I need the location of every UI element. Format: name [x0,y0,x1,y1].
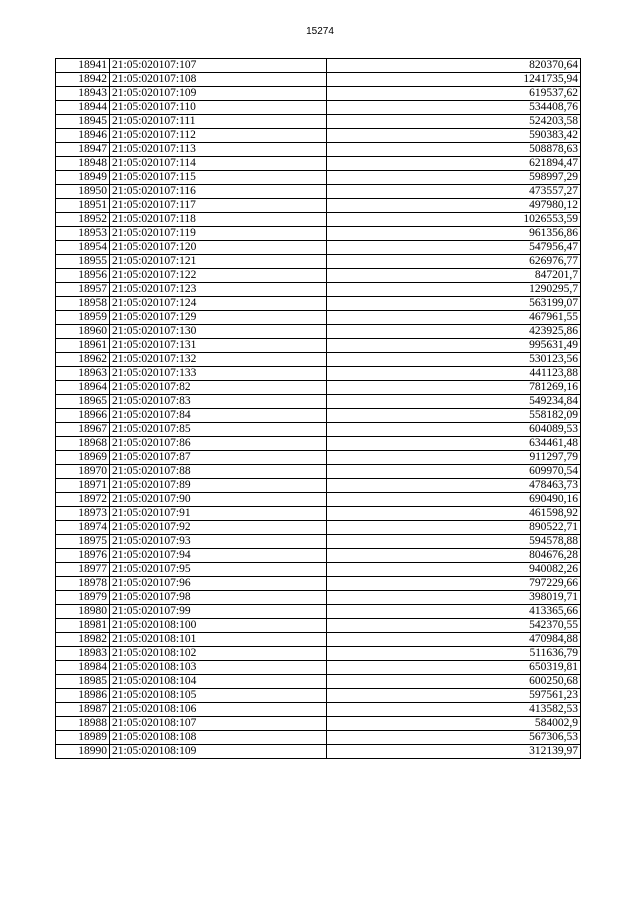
row-number: 18944 [56,101,110,115]
cadastral-number: 21:05:020107:112 [110,129,327,143]
cadastral-value: 940082,26 [327,563,581,577]
table-row [56,101,581,115]
cadastral-value: 470984,88 [327,633,581,647]
cadastral-value: 467961,55 [327,311,581,325]
cadastral-value: 890522,71 [327,521,581,535]
row-number: 18966 [56,409,110,423]
cadastral-number: 21:05:020108:108 [110,731,327,745]
cadastral-number: 21:05:020107:129 [110,311,327,325]
cadastral-number: 21:05:020108:100 [110,619,327,633]
registry-table [55,58,581,759]
row-number: 18957 [56,283,110,297]
row-number: 18945 [56,115,110,129]
cadastral-value: 511636,79 [327,647,581,661]
table-row [56,535,581,549]
table-row [56,353,581,367]
table-row [56,591,581,605]
cadastral-number: 21:05:020107:121 [110,255,327,269]
table-row [56,325,581,339]
cadastral-value: 530123,56 [327,353,581,367]
row-number: 18990 [56,745,110,759]
table-row [56,367,581,381]
cadastral-value: 478463,73 [327,479,581,493]
table-row [56,143,581,157]
cadastral-number: 21:05:020107:85 [110,423,327,437]
cadastral-number: 21:05:020108:106 [110,703,327,717]
cadastral-number: 21:05:020107:122 [110,269,327,283]
cadastral-number: 21:05:020107:110 [110,101,327,115]
cadastral-value: 312139,97 [327,745,581,759]
table-row [56,269,581,283]
cadastral-number: 21:05:020107:98 [110,591,327,605]
cadastral-value: 594578,88 [327,535,581,549]
table-row [56,87,581,101]
cadastral-number: 21:05:020107:94 [110,549,327,563]
row-number: 18959 [56,311,110,325]
cadastral-value: 1290295,7 [327,283,581,297]
cadastral-number: 21:05:020107:109 [110,87,327,101]
row-number: 18981 [56,619,110,633]
cadastral-number: 21:05:020107:107 [110,59,327,73]
table-row [56,339,581,353]
table-row [56,185,581,199]
row-number: 18968 [56,437,110,451]
row-number: 18987 [56,703,110,717]
row-number: 18963 [56,367,110,381]
row-number: 18941 [56,59,110,73]
cadastral-value: 497980,12 [327,199,581,213]
cadastral-number: 21:05:020107:108 [110,73,327,87]
cadastral-number: 21:05:020107:124 [110,297,327,311]
row-number: 18956 [56,269,110,283]
row-number: 18960 [56,325,110,339]
cadastral-number: 21:05:020107:89 [110,479,327,493]
table-row [56,703,581,717]
cadastral-value: 584002,9 [327,717,581,731]
table-row [56,577,581,591]
table-row [56,297,581,311]
table-row [56,507,581,521]
row-number: 18967 [56,423,110,437]
cadastral-value: 619537,62 [327,87,581,101]
cadastral-value: 441123,88 [327,367,581,381]
cadastral-number: 21:05:020107:113 [110,143,327,157]
table-row [56,409,581,423]
row-number: 18948 [56,157,110,171]
table-row [56,563,581,577]
table-row [56,227,581,241]
table-row [56,731,581,745]
table-row [56,451,581,465]
row-number: 18982 [56,633,110,647]
cadastral-value: 847201,7 [327,269,581,283]
cadastral-number: 21:05:020107:131 [110,339,327,353]
cadastral-number: 21:05:020107:132 [110,353,327,367]
cadastral-number: 21:05:020107:90 [110,493,327,507]
row-number: 18964 [56,381,110,395]
cadastral-value: 423925,86 [327,325,581,339]
cadastral-number: 21:05:020107:118 [110,213,327,227]
cadastral-value: 598997,29 [327,171,581,185]
table-row [56,171,581,185]
cadastral-value: 413582,53 [327,703,581,717]
cadastral-value: 650319,81 [327,661,581,675]
cadastral-value: 547956,47 [327,241,581,255]
cadastral-number: 21:05:020108:103 [110,661,327,675]
cadastral-number: 21:05:020108:107 [110,717,327,731]
row-number: 18952 [56,213,110,227]
cadastral-number: 21:05:020107:93 [110,535,327,549]
cadastral-value: 1026553,59 [327,213,581,227]
cadastral-number: 21:05:020107:116 [110,185,327,199]
row-number: 18972 [56,493,110,507]
cadastral-value: 604089,53 [327,423,581,437]
table-row [56,647,581,661]
table-row [56,521,581,535]
table-row [56,395,581,409]
table-row [56,661,581,675]
table-row [56,437,581,451]
cadastral-number: 21:05:020107:111 [110,115,327,129]
cadastral-value: 911297,79 [327,451,581,465]
cadastral-value: 797229,66 [327,577,581,591]
cadastral-number: 21:05:020108:105 [110,689,327,703]
row-number: 18949 [56,171,110,185]
cadastral-value: 398019,71 [327,591,581,605]
cadastral-number: 21:05:020107:83 [110,395,327,409]
cadastral-number: 21:05:020107:88 [110,465,327,479]
cadastral-value: 690490,16 [327,493,581,507]
row-number: 18983 [56,647,110,661]
row-number: 18954 [56,241,110,255]
cadastral-value: 413365,66 [327,605,581,619]
table-row [56,283,581,297]
cadastral-number: 21:05:020107:87 [110,451,327,465]
row-number: 18976 [56,549,110,563]
cadastral-value: 563199,07 [327,297,581,311]
row-number: 18958 [56,297,110,311]
row-number: 18971 [56,479,110,493]
row-number: 18975 [56,535,110,549]
row-number: 18985 [56,675,110,689]
cadastral-number: 21:05:020107:120 [110,241,327,255]
cadastral-value: 609970,54 [327,465,581,479]
table-row [56,633,581,647]
cadastral-number: 21:05:020107:130 [110,325,327,339]
cadastral-value: 567306,53 [327,731,581,745]
cadastral-value: 524203,58 [327,115,581,129]
cadastral-value: 626976,77 [327,255,581,269]
row-number: 18962 [56,353,110,367]
cadastral-value: 534408,76 [327,101,581,115]
table-row [56,73,581,87]
table-row [56,675,581,689]
cadastral-value: 820370,64 [327,59,581,73]
cadastral-number: 21:05:020107:92 [110,521,327,535]
table-row [56,381,581,395]
cadastral-value: 600250,68 [327,675,581,689]
row-number: 18947 [56,143,110,157]
cadastral-number: 21:05:020108:104 [110,675,327,689]
row-number: 18986 [56,689,110,703]
cadastral-value: 558182,09 [327,409,581,423]
row-number: 18977 [56,563,110,577]
table-row [56,465,581,479]
cadastral-number: 21:05:020107:95 [110,563,327,577]
cadastral-value: 473557,27 [327,185,581,199]
row-number: 18989 [56,731,110,745]
cadastral-number: 21:05:020107:123 [110,283,327,297]
row-number: 18979 [56,591,110,605]
table-row [56,59,581,73]
cadastral-number: 21:05:020107:115 [110,171,327,185]
cadastral-number: 21:05:020107:91 [110,507,327,521]
table-row [56,689,581,703]
row-number: 18988 [56,717,110,731]
cadastral-number: 21:05:020108:101 [110,633,327,647]
cadastral-value: 621894,47 [327,157,581,171]
row-number: 18980 [56,605,110,619]
row-number: 18953 [56,227,110,241]
table-body [56,59,581,759]
row-number: 18970 [56,465,110,479]
table-row [56,619,581,633]
cadastral-value: 804676,28 [327,549,581,563]
table-row [56,549,581,563]
cadastral-number: 21:05:020107:114 [110,157,327,171]
row-number: 18946 [56,129,110,143]
row-number: 18965 [56,395,110,409]
table-row [56,605,581,619]
cadastral-value: 781269,16 [327,381,581,395]
cadastral-number: 21:05:020107:82 [110,381,327,395]
cadastral-value: 590383,42 [327,129,581,143]
cadastral-value: 597561,23 [327,689,581,703]
row-number: 18973 [56,507,110,521]
cadastral-value: 1241735,94 [327,73,581,87]
table-row [56,213,581,227]
cadastral-number: 21:05:020107:86 [110,437,327,451]
row-number: 18969 [56,451,110,465]
page-number: 15274 [306,26,334,37]
cadastral-value: 508878,63 [327,143,581,157]
table-row [56,745,581,759]
row-number: 18978 [56,577,110,591]
cadastral-value: 461598,92 [327,507,581,521]
table-row [56,157,581,171]
table-row [56,311,581,325]
table-row [56,129,581,143]
cadastral-value: 634461,48 [327,437,581,451]
cadastral-number: 21:05:020108:109 [110,745,327,759]
table-row [56,255,581,269]
row-number: 18974 [56,521,110,535]
cadastral-number: 21:05:020107:96 [110,577,327,591]
cadastral-number: 21:05:020107:133 [110,367,327,381]
cadastral-number: 21:05:020108:102 [110,647,327,661]
row-number: 18943 [56,87,110,101]
cadastral-value: 995631,49 [327,339,581,353]
table-row [56,493,581,507]
row-number: 18950 [56,185,110,199]
cadastral-value: 961356,86 [327,227,581,241]
cadastral-number: 21:05:020107:119 [110,227,327,241]
cadastral-value: 549234,84 [327,395,581,409]
cadastral-number: 21:05:020107:117 [110,199,327,213]
table-row [56,115,581,129]
cadastral-value: 542370,55 [327,619,581,633]
row-number: 18955 [56,255,110,269]
row-number: 18951 [56,199,110,213]
cadastral-number: 21:05:020107:84 [110,409,327,423]
table-row [56,479,581,493]
table-row [56,423,581,437]
cadastral-number: 21:05:020107:99 [110,605,327,619]
table-row [56,241,581,255]
table-row [56,717,581,731]
row-number: 18961 [56,339,110,353]
row-number: 18984 [56,661,110,675]
row-number: 18942 [56,73,110,87]
table-row [56,199,581,213]
